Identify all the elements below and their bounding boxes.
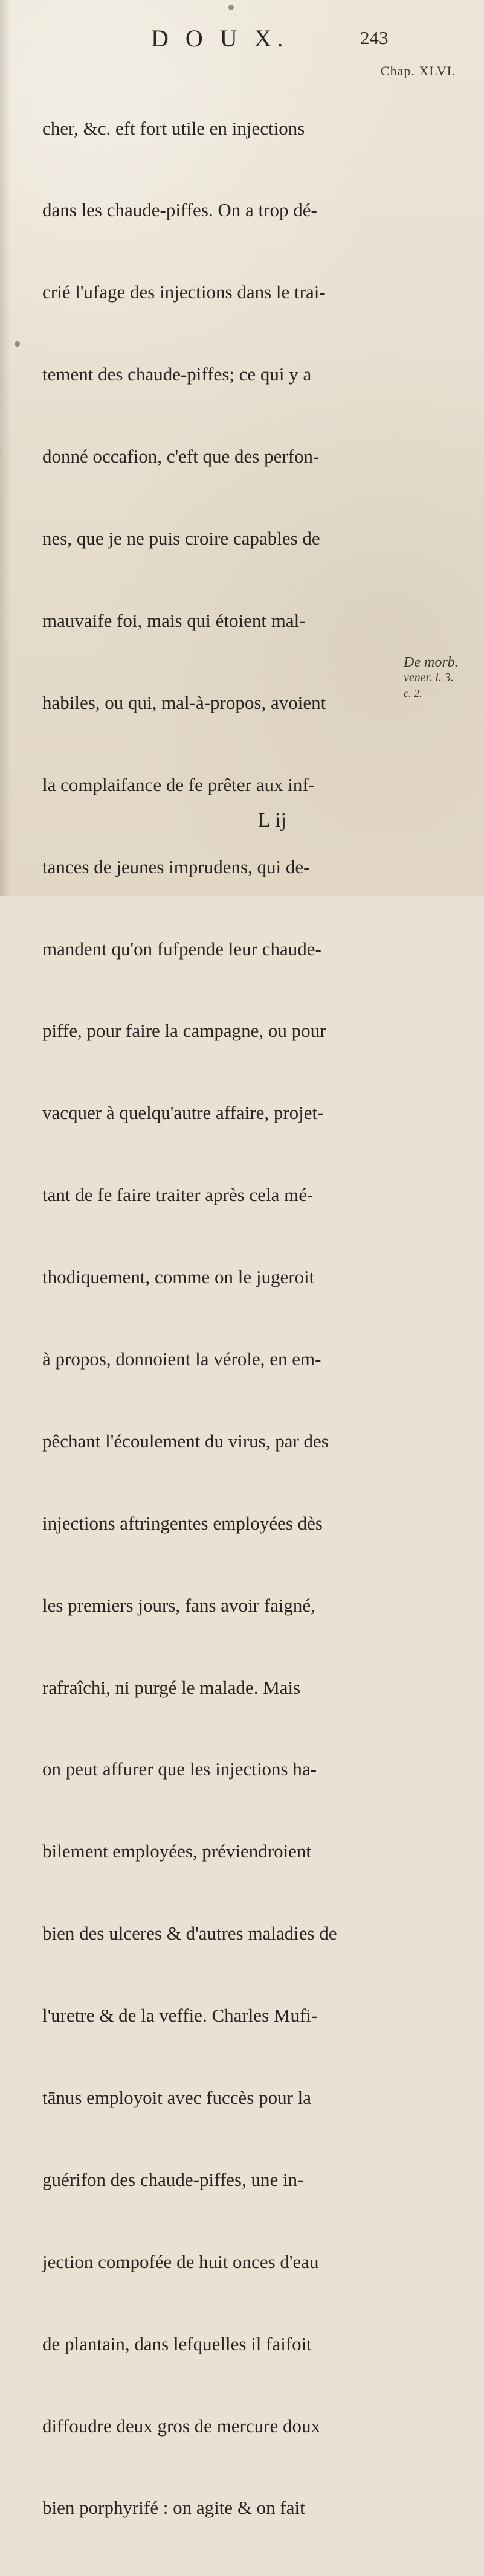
text-line: guérifon des chaude-piffes, une in- xyxy=(42,2168,304,2190)
text-line: la complaifance de fe prêter aux inf- xyxy=(42,774,315,795)
running-head: D O U X. xyxy=(151,25,289,52)
text-line: mauvaife foi, mais qui étoient mal- xyxy=(42,609,306,631)
text-line: vacquer à quelqu'autre affaire, projet- xyxy=(42,1102,324,1124)
text-line: pêchant l'écoulement du virus, par des xyxy=(42,1430,329,1452)
side-margin-note-reference: vener. l. 3. xyxy=(404,671,454,684)
text-line: les premiers jours, fans avoir faigné, xyxy=(42,1594,315,1616)
text-line: injections aftringentes employées dès xyxy=(42,1512,323,1534)
text-line: crié l'ufage des injections dans le trai- xyxy=(42,281,326,303)
text-line: tement des chaude-piffes; ce qui y a xyxy=(42,364,312,385)
chapter-margin-note: Chap. XLVI. xyxy=(381,63,456,78)
main-text-block xyxy=(42,60,465,2576)
text-line: bilement employées, préviendroient xyxy=(42,1841,312,1862)
text-line: habiles, ou qui, mal-à-propos, avoient xyxy=(42,691,326,713)
page-number: 243 xyxy=(360,27,389,48)
text-line: à propos, donnoient la vérole, en em- xyxy=(42,1348,321,1370)
text-line: jection compofée de huit onces d'eau xyxy=(42,2251,319,2272)
text-line: bien des ulceres & d'autres maladies de xyxy=(42,1923,337,1944)
side-margin-note-title: De morb. xyxy=(404,655,459,670)
text-line: de plantain, dans lefquelles il faifoit xyxy=(42,2333,312,2354)
text-line: tānus employoit avec fuccès pour la xyxy=(42,2086,312,2108)
text-line: tant de fe faire traiter après cela mé- xyxy=(42,1184,314,1206)
ink-spot xyxy=(15,341,20,347)
text-line: bien porphyrifé : on agite & on fait xyxy=(42,2497,305,2519)
page-gutter-shadow xyxy=(0,0,11,896)
text-line: rafraîchi, ni purgé le malade. Mais xyxy=(42,1676,301,1698)
ink-spot xyxy=(228,5,234,10)
text-line: nes, que je ne puis croire capables de xyxy=(42,528,320,549)
text-line: l'uretre & de la veffie. Charles Mufi- xyxy=(42,2005,318,2027)
text-line: piffe, pour faire la campagne, ou pour xyxy=(42,1020,326,1042)
text-line: donné occafion, c'eft que des perfon- xyxy=(42,446,320,467)
page-header xyxy=(0,24,484,60)
text-line: dans les chaude-piffes. On a trop dé- xyxy=(42,199,317,221)
text-line: on peut affurer que les injections ha- xyxy=(42,1758,317,1780)
text-line: tances de jeunes imprudens, qui de- xyxy=(42,856,310,877)
side-margin-note-chapter: c. 2. xyxy=(404,687,422,699)
text-line: thodiquement, comme on le jugeroit xyxy=(42,1266,315,1288)
text-line: diffoudre deux gros de mercure doux xyxy=(42,2415,320,2437)
signature-mark: L ij xyxy=(258,809,286,831)
text-line: mandent qu'on fufpende leur chaude- xyxy=(42,938,321,960)
text-line: cher, &c. eft fort utile en injections xyxy=(42,117,305,139)
